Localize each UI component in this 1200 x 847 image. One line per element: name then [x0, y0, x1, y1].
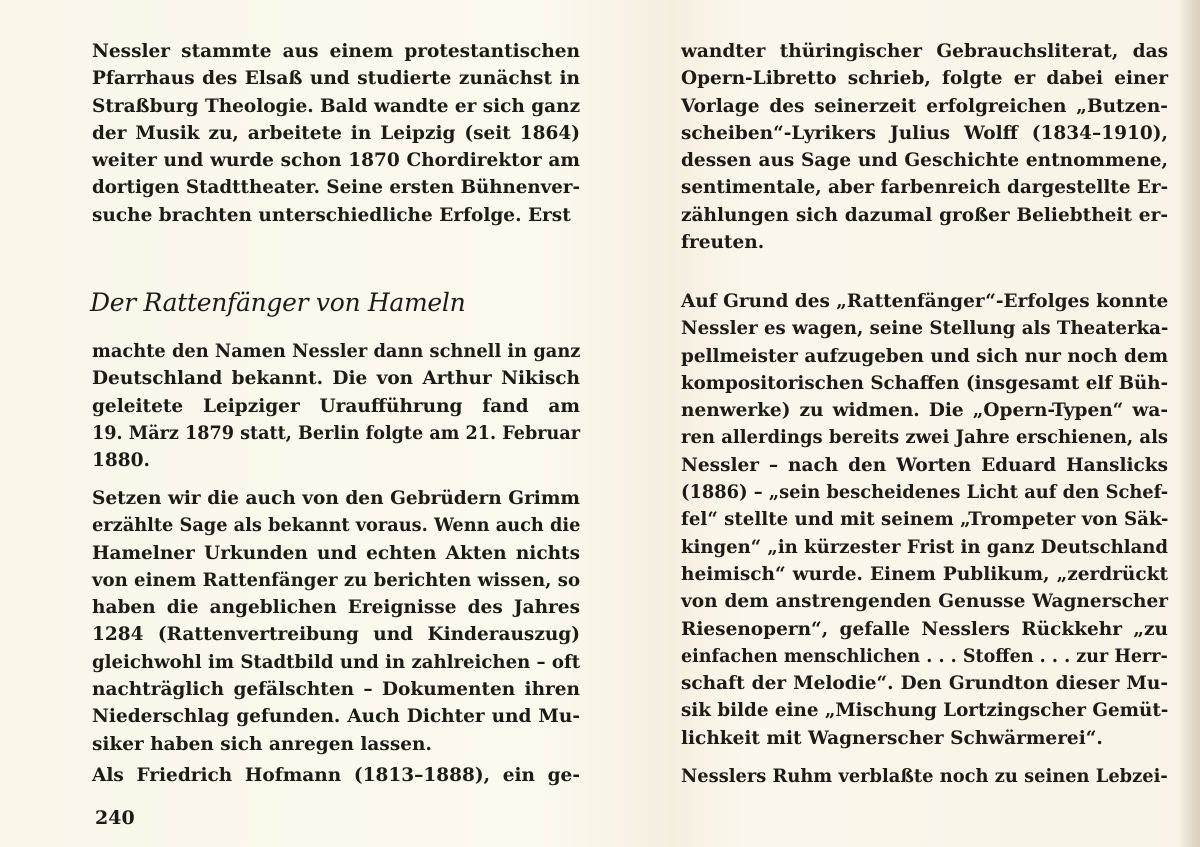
left-third-paragraph	[92, 762, 580, 789]
text-line: gleichwohl im Stadtbild und in zahlreichen – oft	[92, 651, 581, 673]
text-line: Nessler stammte aus einem protestantischen	[92, 41, 580, 62]
text-line: nenwerke) zu widmen. Die „Opern-Typen“ wa-	[681, 400, 1168, 422]
text-line: Nessler es wagen, seine Stellung als Theaterka-	[681, 318, 1169, 340]
text-line: 19. März 1879 statt, Berlin folgte am 21. Februar	[92, 422, 580, 444]
text-line: fel“ stellte und mit seinem „Trompeter von Säk-	[681, 509, 1169, 531]
text-line: Vorlage des seinerzeit erfolgreichen „Butzen-	[681, 95, 1168, 117]
text-line: sik bilde eine „Mischung Lortzingscher Gemüt-	[681, 700, 1169, 722]
text-line: erzählte Sage als bekannt voraus. Wenn auch die	[92, 515, 581, 537]
left-intro-paragraph	[92, 38, 580, 229]
text-line: siker haben sich anregen lassen.	[92, 733, 432, 755]
text-line: lichkeit mit Wagnerscher Schwärmerei“.	[681, 727, 1103, 749]
left-after-heading-paragraph	[92, 338, 580, 474]
text-line: einfachen menschlichen . . . Stoffen . . . zur Herr-	[681, 645, 1168, 667]
text-line: 1284 (Rattenvertreibung und Kinderauszug)	[92, 624, 580, 646]
page-edge-shadow	[1178, 0, 1200, 847]
text-line: Hamelner Urkunden und echten Akten nichts	[92, 542, 580, 564]
text-line: Niederschlag gefunden. Auch Dichter und Mu-	[92, 706, 580, 728]
text-line: ren allerdings bereits zwei Jahre erschienen, als	[681, 427, 1169, 449]
left-second-paragraph	[92, 485, 580, 758]
text-line: wandter thüringischer Gebrauchsliterat, das	[681, 41, 1168, 62]
text-line: kingen“ „in kürzester Frist in ganz Deutschland	[681, 536, 1169, 558]
text-line: schaft der Melodie“. Den Grundton dieser Mu-	[681, 673, 1168, 695]
text-line: Deutschland bekannt. Die von Arthur Nikisch	[92, 368, 580, 390]
text-line: (1886) – „sein bescheidenes Licht auf den Schef-	[681, 482, 1169, 504]
text-line: suche brachten unterschiedliche Erfolge. Erst	[92, 204, 571, 226]
text-line: Als Friedrich Hofmann (1813–1888), ein ge-	[92, 765, 580, 786]
text-line: von einem Rattenfänger zu berichten wissen, so	[92, 569, 581, 591]
text-line: Riesenopern“, gefalle Nesslers Rückkehr „zu	[681, 618, 1168, 640]
page-number: 240	[95, 807, 135, 829]
section-heading: Der Rattenfänger von Hameln	[90, 288, 466, 317]
text-line: Pfarrhaus des Elsaß und studierte zunächst in	[92, 68, 580, 90]
text-line: geleitete Leipziger Uraufführung fand am	[92, 395, 580, 417]
text-line: der Musik zu, arbeitete in Leipzig (seit 1864)	[92, 122, 580, 144]
text-line: Setzen wir die auch von den Gebrüdern Grimm	[92, 488, 580, 509]
right-first-paragraph	[681, 38, 1168, 256]
right-third-paragraph	[681, 763, 1168, 790]
text-line: scheiben“-Lyrikers Julius Wolff (1834–1910),	[681, 122, 1168, 144]
text-line: haben die angeblichen Ereignisse des Jahres	[92, 597, 580, 619]
text-line: von dem anstrengenden Genusse Wagnerscher	[681, 591, 1168, 613]
text-line: weiter und wurde schon 1870 Chordirektor am	[92, 150, 580, 172]
text-line: Nessler – nach den Worten Eduard Hanslicks	[681, 454, 1168, 476]
text-line: Auf Grund des „Rattenfänger“-Erfolges konnte	[681, 291, 1169, 312]
text-line: kompositorischen Schaffen (insgesamt elf Büh-	[681, 372, 1169, 394]
text-line: heimisch“ wurde. Einem Publikum, „zerdrückt	[681, 563, 1168, 585]
text-line: dortigen Stadttheater. Seine ersten Bühnenver-	[92, 177, 581, 199]
text-line: freuten.	[681, 232, 765, 254]
text-line: sentimentale, aber farbenreich dargestellte Er-	[681, 177, 1169, 199]
text-line: Opern-Libretto schrieb, folgte er dabei einer	[681, 68, 1168, 90]
text-line: zählungen sich dazumal großer Beliebtheit er-	[681, 204, 1168, 226]
text-line: 1880.	[92, 450, 150, 472]
text-line: dessen aus Sage und Geschichte entnommene,	[681, 150, 1168, 172]
text-line: Straßburg Theologie. Bald wandte er sich ganz	[92, 95, 581, 117]
right-second-paragraph	[681, 288, 1168, 752]
text-line: machte den Namen Nessler dann schnell in ganz	[92, 341, 581, 362]
text-line: nachträglich gefälschten – Dokumenten ihren	[92, 679, 580, 701]
text-line: pellmeister aufzugeben und sich nur noch dem	[681, 345, 1169, 367]
text-line: Nesslers Ruhm verblaßte noch zu seinen Lebzei-	[681, 766, 1168, 787]
